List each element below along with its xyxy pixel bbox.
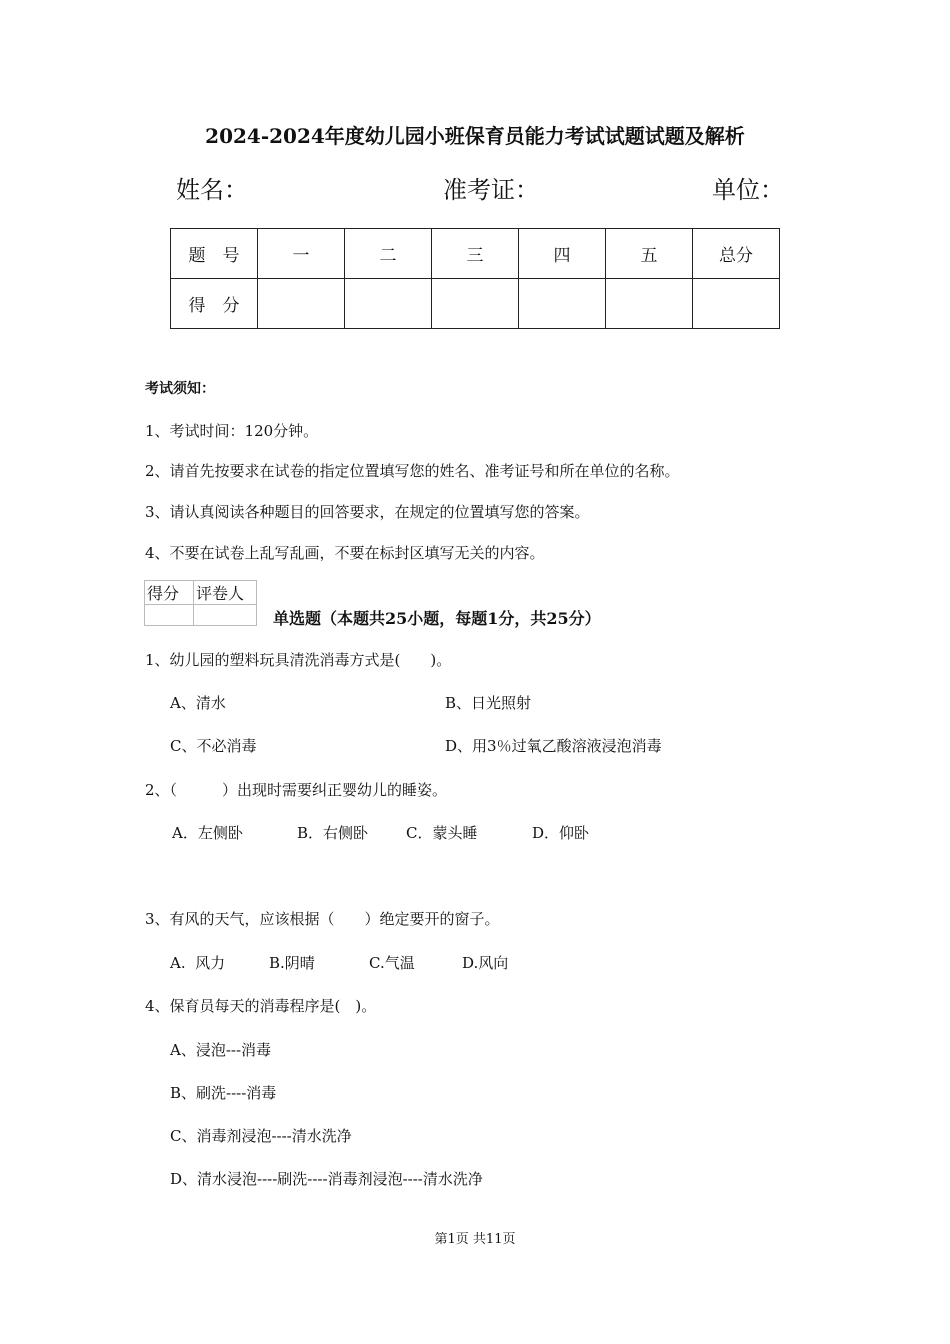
question-option: A. 风力 [170, 954, 226, 972]
question-option: C．蒙头睡 [406, 824, 478, 842]
grader-name-cell[interactable] [194, 605, 257, 626]
question-option: D、用3％过氧乙酸溶液浸泡消毒 [445, 737, 662, 755]
score-input-cell[interactable] [258, 279, 345, 329]
question-option: D．仰卧 [532, 824, 590, 842]
question-stem: 4、保育员每天的消毒程序是( )。 [145, 997, 377, 1015]
page-title: 2024-2024年度幼儿园小班保育员能力考试试题试题及解析 [205, 124, 745, 148]
question-option: D.风向 [462, 954, 509, 972]
score-row-label: 得 分 [171, 279, 258, 329]
notes-heading: 考试须知： [145, 381, 215, 397]
question-option: D、清水浸泡----刷洗----消毒剂浸泡----清水洗净 [170, 1170, 483, 1188]
question-option: B．右侧卧 [297, 824, 369, 842]
grader-box [144, 580, 257, 626]
section-title: 单选题（本题共25小题，每题1分，共25分） [273, 609, 601, 628]
note-item: 1、考试时间：120分钟。 [145, 422, 319, 440]
score-input-cell[interactable] [432, 279, 519, 329]
question-option: C.气温 [369, 954, 415, 972]
page-footer: 第1页 共11页 [434, 1232, 516, 1247]
name-field-label: 姓名： [176, 176, 248, 204]
note-item: 4、不要在试卷上乱写乱画，不要在标封区填写无关的内容。 [145, 544, 545, 562]
score-header-cell: 四 [519, 229, 606, 279]
question-option: A．左侧卧 [172, 824, 243, 842]
score-header-cell: 总分 [693, 229, 780, 279]
score-input-cell[interactable] [693, 279, 780, 329]
question-stem: 3、有风的天气，应该根据（ ）绝定要开的窗子。 [145, 910, 500, 928]
score-header-cell: 五 [606, 229, 693, 279]
question-option: B、日光照射 [445, 694, 532, 712]
score-input-cell[interactable] [345, 279, 432, 329]
score-header-cell: 二 [345, 229, 432, 279]
question-option: A、浸泡---消毒 [170, 1041, 272, 1059]
score-header-cell: 三 [432, 229, 519, 279]
score-input-cell[interactable] [519, 279, 606, 329]
score-input-cell[interactable] [606, 279, 693, 329]
question-option: A、清水 [170, 694, 226, 712]
score-header-cell: 一 [258, 229, 345, 279]
question-stem: 2、（ ）出现时需要纠正婴幼儿的睡姿。 [145, 781, 448, 799]
grader-score-cell[interactable] [145, 605, 194, 626]
question-option: B、刷洗----消毒 [170, 1084, 277, 1102]
grader-score-label: 得分 [145, 581, 194, 605]
score-table-header-row [171, 229, 780, 279]
note-item: 3、请认真阅读各种题目的回答要求，在规定的位置填写您的答案。 [145, 503, 590, 521]
note-item: 2、请首先按要求在试卷的指定位置填写您的姓名、准考证号和所在单位的名称。 [145, 462, 680, 480]
score-table [170, 228, 780, 329]
grader-name-label: 评卷人 [194, 581, 257, 605]
question-option: B.阴晴 [269, 954, 315, 972]
question-stem: 1、幼儿园的塑料玩具清洗消毒方式是( )。 [145, 651, 452, 669]
score-table-score-row [171, 279, 780, 329]
question-option: C、消毒剂浸泡----清水洗净 [170, 1127, 352, 1145]
question-option: C、不必消毒 [170, 737, 257, 755]
exam-id-field-label: 准考证： [443, 176, 539, 204]
unit-field-label: 单位： [712, 176, 784, 204]
score-header-cell: 题 号 [171, 229, 258, 279]
